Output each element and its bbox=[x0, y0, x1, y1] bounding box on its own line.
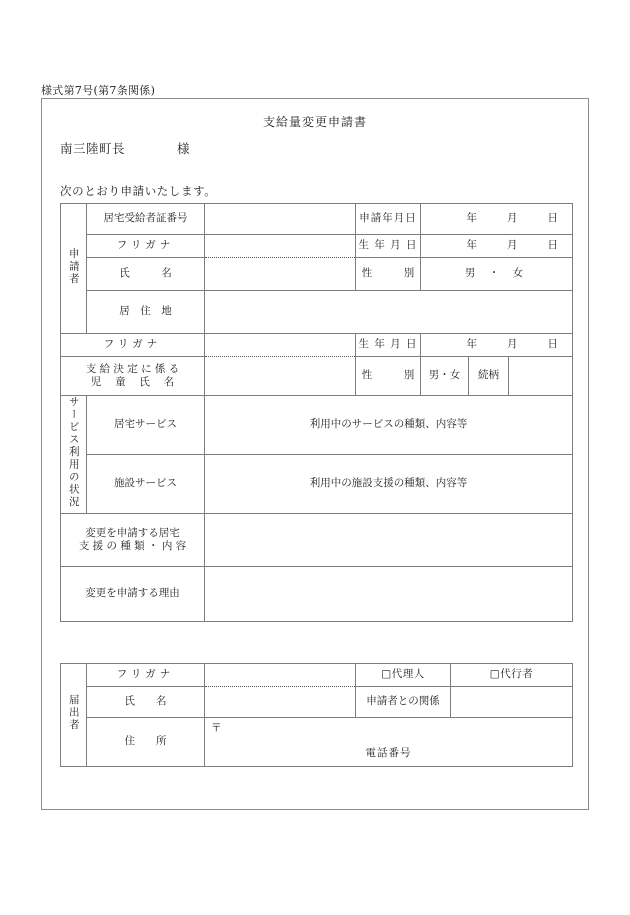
relation-to-applicant-input[interactable] bbox=[451, 687, 573, 718]
application-date-label: 申請年月日 bbox=[356, 204, 421, 235]
service-status-vertical-label-cell bbox=[61, 396, 87, 514]
table-row-cert-number bbox=[61, 204, 573, 235]
year-marker: 年 bbox=[466, 338, 477, 351]
table-row-change-type bbox=[61, 513, 573, 566]
agent-checkbox[interactable]: □代行者 bbox=[451, 664, 573, 687]
child-birth-date-label: 生 年 月 日 bbox=[356, 334, 421, 357]
change-reason-input[interactable] bbox=[205, 566, 573, 621]
change-type-label bbox=[61, 513, 205, 566]
child-name-label-line1: 支 給 決 定 に 係 る bbox=[85, 362, 180, 375]
postal-code-icon: 〒 bbox=[211, 722, 222, 734]
applicant-furigana-input[interactable] bbox=[205, 235, 356, 258]
table-row-submitter-furigana bbox=[61, 664, 573, 687]
child-furigana-label: フリガナ bbox=[61, 334, 205, 357]
applicant-vertical-label-cell bbox=[61, 204, 87, 334]
table-row-child-name bbox=[61, 357, 573, 396]
applicant-gender-label: 性 別 bbox=[356, 258, 421, 291]
child-name-input[interactable] bbox=[205, 357, 356, 396]
page-frame bbox=[41, 98, 589, 810]
home-service-label: 居宅サービス bbox=[87, 396, 205, 455]
main-form-table bbox=[60, 203, 573, 622]
proxy-checkbox[interactable]: □代理人 bbox=[356, 664, 451, 687]
table-row-applicant-name bbox=[61, 258, 573, 291]
application-date-line bbox=[421, 212, 572, 225]
day-marker: 日 bbox=[547, 239, 558, 252]
service-status-vertical-label: サービス利用の状況 bbox=[67, 396, 80, 509]
facility-service-content[interactable]: 利用中の施設支援の種類、内容等 bbox=[205, 454, 573, 513]
submitter-name-label: 氏 名 bbox=[87, 687, 205, 718]
month-marker: 月 bbox=[507, 338, 518, 351]
day-marker: 日 bbox=[547, 212, 558, 225]
applicant-birth-date-line bbox=[421, 239, 572, 252]
submitter-furigana-label: フリガナ bbox=[87, 664, 205, 687]
phone-number-label: 電話番号 bbox=[365, 746, 412, 759]
applicant-birth-date-label: 生 年 月 日 bbox=[356, 235, 421, 258]
addressee-name: 南三陸町長 bbox=[60, 141, 126, 156]
year-marker: 年 bbox=[466, 212, 477, 225]
applicant-gender-options[interactable]: 男 ・ 女 bbox=[421, 258, 573, 291]
application-date-input[interactable] bbox=[421, 204, 573, 235]
child-relation-label: 続柄 bbox=[469, 357, 509, 396]
cert-number-input[interactable] bbox=[205, 204, 356, 235]
applicant-residence-label: 居 住 地 bbox=[87, 291, 205, 334]
table-row-applicant-residence bbox=[61, 291, 573, 334]
child-birth-date-input[interactable] bbox=[421, 334, 573, 357]
child-furigana-input[interactable] bbox=[205, 334, 356, 357]
applicant-name-label: 氏 名 bbox=[87, 258, 205, 291]
submitter-address-label: 住 所 bbox=[87, 718, 205, 767]
table-row-facility-service bbox=[61, 454, 573, 513]
addressee-honorific: 様 bbox=[177, 141, 191, 156]
year-marker: 年 bbox=[466, 239, 477, 252]
submitter-name-input[interactable] bbox=[205, 687, 356, 718]
applicant-birth-date-input[interactable] bbox=[421, 235, 573, 258]
applicant-name-input[interactable] bbox=[205, 258, 356, 291]
month-marker: 月 bbox=[507, 212, 518, 225]
table-row-home-service bbox=[61, 396, 573, 455]
month-marker: 月 bbox=[507, 239, 518, 252]
child-relation-input[interactable] bbox=[509, 357, 573, 396]
submitter-address-input[interactable] bbox=[205, 718, 573, 767]
table-row-applicant-furigana bbox=[61, 235, 573, 258]
table-row-child-furigana bbox=[61, 334, 573, 357]
change-reason-label: 変更を申請する理由 bbox=[61, 566, 205, 621]
child-name-label bbox=[61, 357, 205, 396]
table-row-change-reason bbox=[61, 566, 573, 621]
cert-number-label: 居宅受給者証番号 bbox=[87, 204, 205, 235]
home-service-content[interactable]: 利用中のサービスの種類、内容等 bbox=[205, 396, 573, 455]
child-gender-label: 性 別 bbox=[356, 357, 421, 396]
applicant-residence-input[interactable] bbox=[205, 291, 573, 334]
change-type-label-line2: 支 援 の 種 類 ・ 内 容 bbox=[78, 539, 187, 552]
lead-text: 次のとおり申請いたします。 bbox=[60, 184, 217, 198]
submitter-table bbox=[60, 663, 573, 767]
change-type-input[interactable] bbox=[205, 513, 573, 566]
child-birth-date-line bbox=[421, 338, 572, 351]
page-title: 支給量変更申請書 bbox=[262, 115, 367, 129]
addressee bbox=[60, 139, 190, 157]
relation-to-applicant-label: 申請者との関係 bbox=[356, 687, 451, 718]
submitter-vertical-label: 届出者 bbox=[67, 694, 80, 732]
submitter-vertical-label-cell bbox=[61, 664, 87, 767]
facility-service-label: 施設サービス bbox=[87, 454, 205, 513]
table-row-submitter-address bbox=[61, 718, 573, 767]
child-name-label-line2: 児 童 氏 名 bbox=[90, 376, 175, 388]
applicant-furigana-label: フリガナ bbox=[87, 235, 205, 258]
submitter-furigana-input[interactable] bbox=[205, 664, 356, 687]
day-marker: 日 bbox=[547, 338, 558, 351]
table-row-submitter-name bbox=[61, 687, 573, 718]
applicant-vertical-label: 申請者 bbox=[67, 247, 80, 286]
change-type-label-line1: 変更を申請する居宅 bbox=[85, 526, 180, 539]
form-number: 様式第7号(第7条関係) bbox=[41, 84, 156, 97]
child-gender-options[interactable]: 男・女 bbox=[421, 357, 469, 396]
